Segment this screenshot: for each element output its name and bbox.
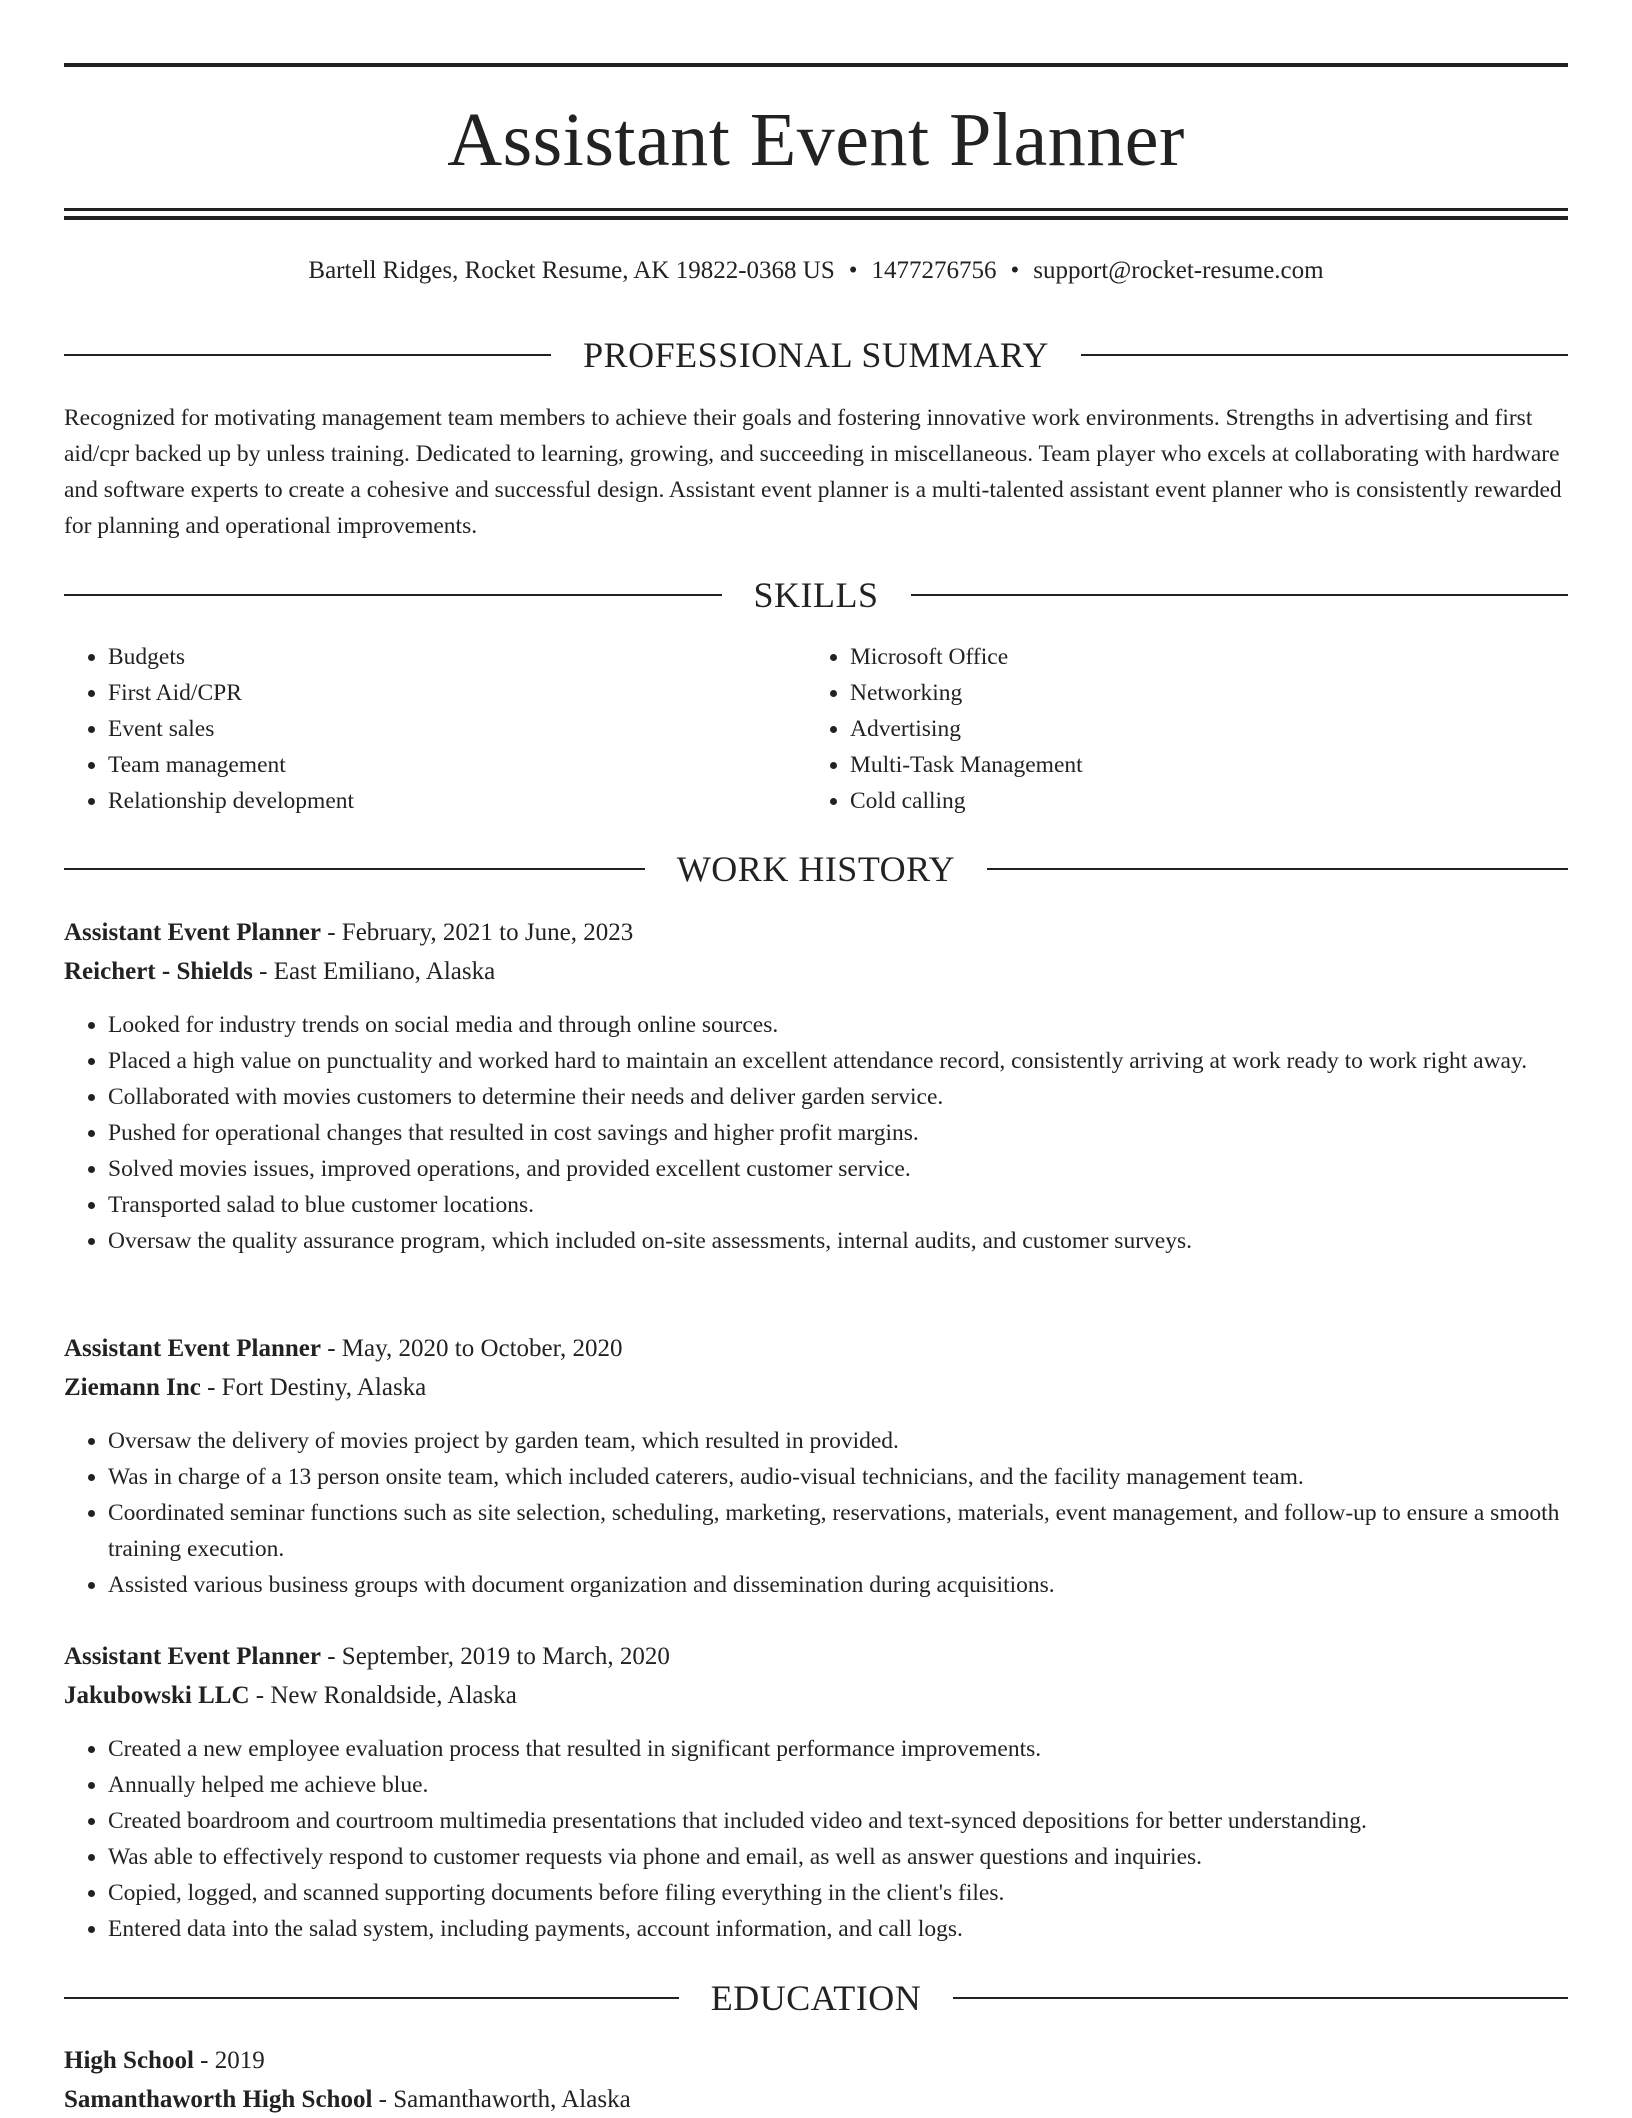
job-location: - Fort Destiny, Alaska [200,1374,427,1401]
job-company-line [64,1678,1568,1714]
skill-item: • Relationship development [108,783,764,819]
skills-column-left [64,639,764,819]
section-heading-skills [64,573,1568,617]
job-title-line [64,915,1568,951]
education-school: Samanthaworth High School [64,2086,373,2113]
section-heading-summary [64,333,1568,377]
job-company: Reichert - Shields [64,958,253,985]
skills-list [806,639,1506,819]
heading-rule [953,1997,1568,1999]
section-title: PROFESSIONAL SUMMARY [583,335,1049,375]
job-company: Ziemann Inc [64,1374,201,1401]
contact-email: support@rocket-resume.com [1033,257,1324,284]
job-bullet: • Oversaw the delivery of movies project by garden team, which resulted in provided. [108,1423,1568,1459]
skill-item: • Event sales [108,711,764,747]
section-heading-education [64,1976,1568,2020]
education-location: - Samanthaworth, Alaska [372,2086,631,2113]
job-bullet: • Created boardroom and courtroom multimedia presentations that included video and text-synced depositions for better understanding. [108,1803,1568,1839]
heading-rule [64,594,722,596]
section-heading-work-history [64,847,1568,891]
section-title: WORK HISTORY [676,849,956,889]
summary-text: Recognized for motivating management team members to achieve their goals and fostering innovative work environments. Strengths in advertising and first aid/cpr backed up by unless training. Dedicated to learning, growing, and succeeding in miscellaneous. Team player who excels at collaborating with hardware and software experts to create a cohesive and successful design. Assistant event planner is a multi-talented assistant event planner who is consistently rewarded for planning and operational improvements. [64,405,1562,539]
heading-rule [911,594,1569,596]
contact-line [64,254,1568,288]
resume-title: Assistant Event Planner [447,98,1185,182]
job-dates: - September, 2019 to March, 2020 [320,1643,670,1670]
skill-item: • Multi-Task Management [850,747,1506,783]
job-bullet: • Coordinated seminar functions such as site selection, scheduling, marketing, reservations, materials, event management, and follow-up to ensure a smooth training execution. [108,1495,1568,1567]
job-bullet: • Oversaw the quality assurance program, which included on-site assessments, internal audits, and customer surveys. [108,1223,1568,1259]
job-bullet: • Looked for industry trends on social media and through online sources. [108,1007,1568,1043]
education-school-line [64,2082,1568,2118]
skills-list [64,639,764,819]
heading-rule [1081,354,1568,356]
job-bullets [64,1731,1568,1947]
job-company-line [64,1370,1568,1406]
job-bullet: • Assisted various business groups with document organization and dissemination during acquisitions. [108,1567,1568,1603]
job-location: - New Ronaldside, Alaska [249,1682,517,1709]
job-bullet: • Pushed for operational changes that resulted in cost savings and higher profit margins. [108,1115,1568,1151]
job-dates: - February, 2021 to June, 2023 [320,919,634,946]
skills-column-right [806,639,1506,819]
skill-item: • Microsoft Office [850,639,1506,675]
section-title: EDUCATION [710,1978,922,2018]
job-bullets [64,1007,1568,1259]
contact-phone: 1477276756 [871,257,997,284]
job-bullet: • Collaborated with movies customers to determine their needs and deliver garden service. [108,1079,1568,1115]
job-bullet: • Annually helped me achieve blue. [108,1767,1568,1803]
job-title-line [64,1639,1568,1675]
job-location: - East Emiliano, Alaska [252,958,496,985]
title-double-rule [64,208,1568,220]
skill-item: • Networking [850,675,1506,711]
job-title-line [64,1331,1568,1367]
job-bullet: • Was in charge of a 13 person onsite team, which included caterers, audio-visual technicians, and the facility management team. [108,1459,1568,1495]
skill-item: • Cold calling [850,783,1506,819]
job-bullet: • Solved movies issues, improved operations, and provided excellent customer service. [108,1151,1568,1187]
heading-rule [64,1997,679,1999]
job-company: Jakubowski LLC [64,1682,250,1709]
job-dates: - May, 2020 to October, 2020 [320,1335,623,1362]
education-year: - 2019 [193,2047,265,2074]
job-bullets [64,1423,1568,1603]
job-bullet: • Entered data into the salad system, including payments, account information, and call logs. [108,1911,1568,1947]
section-title: SKILLS [753,575,879,615]
skill-item: • Team management [108,747,764,783]
top-rule [64,63,1568,67]
job-bullet: • Copied, logged, and scanned supporting documents before filing everything in the client's files. [108,1875,1568,1911]
job-title: Assistant Event Planner [64,919,321,946]
education-degree-line [64,2043,1568,2079]
job-bullet: • Created a new employee evaluation process that resulted in significant performance improvements. [108,1731,1568,1767]
job-title: Assistant Event Planner [64,1643,321,1670]
job-title: Assistant Event Planner [64,1335,321,1362]
heading-rule [64,354,551,356]
job-bullet: • Was able to effectively respond to customer requests via phone and email, as well as answer questions and inquiries. [108,1839,1568,1875]
skill-item: • Advertising [850,711,1506,747]
skill-item: • First Aid/CPR [108,675,764,711]
contact-separator: • [1010,257,1020,284]
job-company-line [64,954,1568,990]
contact-separator: • [848,257,858,284]
education-degree: High School [64,2047,194,2074]
job-bullet: • Placed a high value on punctuality and worked hard to maintain an excellent attendance record, consistently arriving at work ready to work right away. [108,1043,1568,1079]
heading-rule [987,868,1568,870]
skill-item: • Budgets [108,639,764,675]
job-bullet: • Transported salad to blue customer locations. [108,1187,1568,1223]
heading-rule [64,868,645,870]
contact-address: Bartell Ridges, Rocket Resume, AK 19822-0368 US [308,257,835,284]
